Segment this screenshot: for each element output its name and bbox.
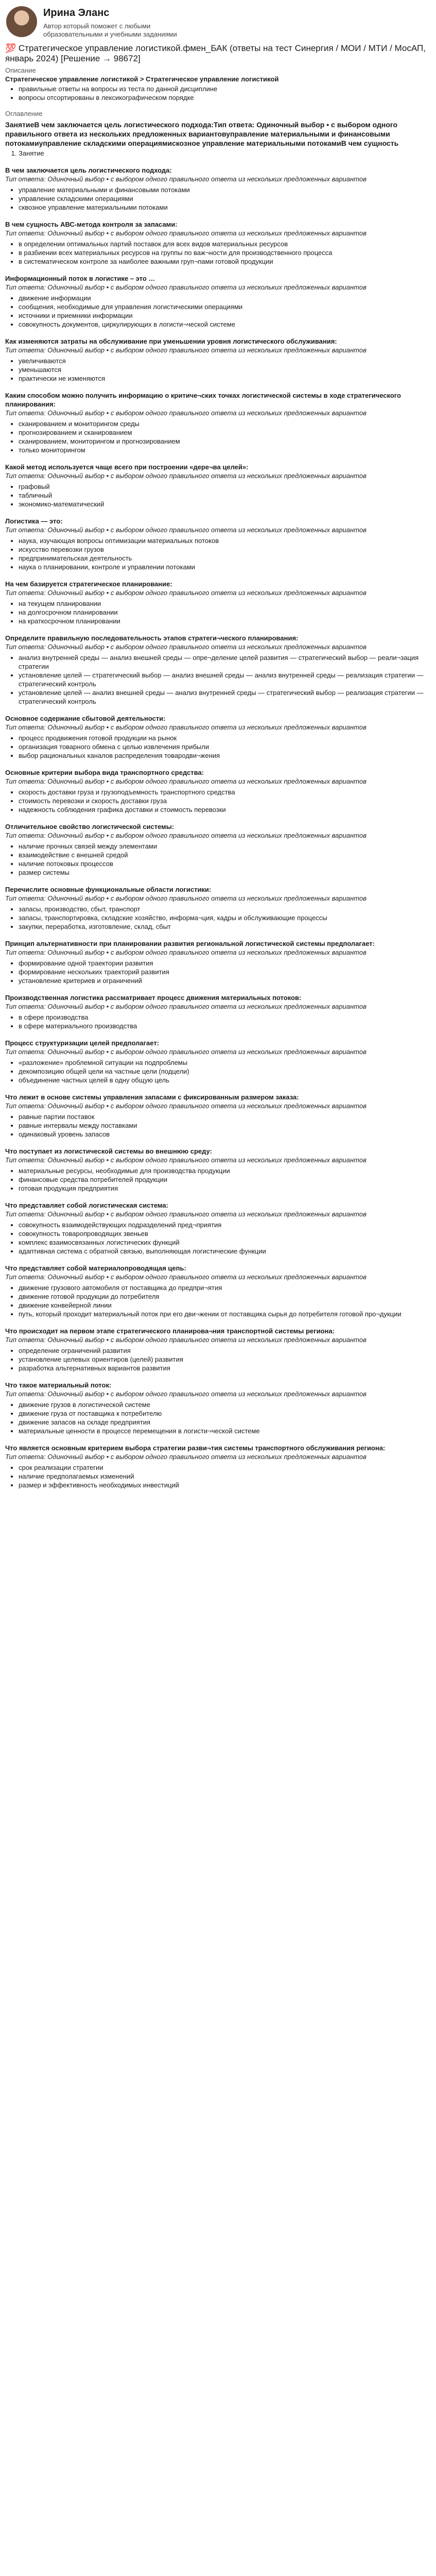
question-type: Тип ответа: Одиночный выбор • с выбором одного правильного ответа из нескольких предложенных вариантов: [5, 1048, 367, 1056]
answer-options: [5, 1346, 431, 1372]
question-block: [5, 1201, 431, 1256]
answer-option: • увеличиваются: [19, 357, 431, 365]
answer-options: [5, 1400, 431, 1435]
author-info: [43, 4, 198, 39]
answer-options: [5, 357, 431, 383]
answer-option: • одинаковый уровень запасов: [19, 1130, 431, 1139]
question-type: Тип ответа: Одиночный выбор • с выбором одного правильного ответа из нескольких предложенных вариантов: [5, 175, 367, 183]
answer-option: • в сфере производства: [19, 1013, 431, 1022]
answer-options: [5, 419, 431, 454]
answer-option: • определение ограничений развития: [19, 1346, 431, 1355]
author-card: [5, 0, 431, 40]
answer-options: [5, 599, 431, 625]
question-title: На чем базируется стратегическое планирование:: [5, 580, 172, 588]
answer-option: • размер и эффективность необходимых инвестиций: [19, 1481, 431, 1489]
answer-options: [5, 842, 431, 877]
author-description: Автор который поможет с любыми образовательными и учебными заданиями: [43, 22, 177, 38]
question-block: [5, 1264, 431, 1318]
answer-option: • движение грузового автомобиля от поставщика до предпри¬ятия: [19, 1283, 431, 1292]
answer-options: [5, 1221, 431, 1256]
question-block: [5, 580, 431, 625]
answer-option: • совокупность товаропроводящих звеньев: [19, 1229, 431, 1238]
question-title: Какой метод используется чаще всего при построении «дере¬ва целей»:: [5, 463, 249, 471]
question-title: Каким способом можно получить информацию о критиче¬ских точках логистической системы в ходе стратегического планирования:: [5, 392, 401, 408]
answer-option: • адаптивная система с обратной связью, выполняющая логистические функции: [19, 1247, 431, 1256]
answer-option: • экономико-математический: [19, 500, 431, 509]
question-block: [5, 822, 431, 877]
question-type: Тип ответа: Одиночный выбор • с выбором одного правильного ответа из нескольких предложенных вариантов: [5, 1156, 367, 1164]
question-type: Тип ответа: Одиночный выбор • с выбором одного правильного ответа из нескольких предложенных вариантов: [5, 1210, 367, 1218]
questions-list: [5, 166, 431, 1489]
answer-option: • материальные ресурсы, необходимые для производства продукции: [19, 1166, 431, 1175]
question-block: [5, 634, 431, 706]
answer-option: • запасы, производство, сбыт, транспорт: [19, 905, 431, 913]
answer-option: • наличие предполагаемых изменений: [19, 1472, 431, 1481]
question-type: Тип ответа: Одиночный выбор • с выбором одного правильного ответа из нескольких предложенных вариантов: [5, 346, 367, 354]
answer-option: • установление целей — стратегический выбор — анализ внешней среды — анализ внутренней среды — реализация стратегии — стратегический контроль: [19, 671, 431, 688]
answer-option: • равные интервалы между поставками: [19, 1121, 431, 1130]
answer-option: • сообщения, необходимые для управления логистическими операциями: [19, 302, 431, 311]
answer-option: • скорость доставки груза и грузоподъемность транспортного средства: [19, 788, 431, 796]
question-block: [5, 463, 431, 509]
question-type: Тип ответа: Одиночный выбор • с выбором одного правильного ответа из нескольких предложенных вариантов: [5, 1102, 367, 1110]
answer-option: • уменьшаются: [19, 365, 431, 374]
description-item: • правильные ответы на вопросы из теста по данной дисциплине: [19, 84, 431, 93]
question-title: Процесс структуризации целей предполагает:: [5, 1039, 160, 1047]
answer-option: • движение запасов на складе предприятия: [19, 1418, 431, 1427]
answer-option: • сквозное управление материальными потоками: [19, 203, 431, 212]
toc-list: [5, 149, 431, 158]
answer-option: • установление критериев и ограничений: [19, 976, 431, 985]
answer-option: • в систематическом контроле за наиболее важными груп¬пами готовой продукции: [19, 257, 431, 266]
answer-option: • наличие прочных связей между элементами: [19, 842, 431, 851]
answer-options: [5, 905, 431, 931]
answer-option: • только мониторингом: [19, 446, 431, 454]
answer-option: • табличный: [19, 491, 431, 500]
question-title: Что поступает из логистической системы во внешнюю среду:: [5, 1147, 212, 1155]
question-block: [5, 768, 431, 814]
author-avatar[interactable]: [6, 6, 37, 37]
toc-label: Оглавление: [5, 110, 43, 117]
answer-option: • в сфере материального производства: [19, 1022, 431, 1030]
answer-option: • наука, изучающая вопросы оптимизации материальных потоков: [19, 536, 431, 545]
question-block: [5, 517, 431, 571]
question-title: Что лежит в основе системы управления запасами с фиксированным размером заказа:: [5, 1093, 299, 1101]
question-title: Основные критерии выбора вида транспортного средства:: [5, 769, 204, 776]
question-type: Тип ответа: Одиночный выбор • с выбором одного правильного ответа из нескольких предложенных вариантов: [5, 643, 367, 651]
answer-option: • в разбиении всех материальных ресурсов на группы по важ¬ности для производственного процесса: [19, 248, 431, 257]
answer-option: • движение информации: [19, 294, 431, 302]
answer-options: [5, 788, 431, 814]
question-type: Тип ответа: Одиночный выбор • с выбором одного правильного ответа из нескольких предложенных вариантов: [5, 472, 367, 480]
question-block: [5, 391, 431, 454]
answer-option: • установление целей — анализ внешней среды — анализ внутренней среды — стратегический выбор — реализация стратегии — стратегический контроль: [19, 688, 431, 706]
answer-option: • формирование одной траектории развития: [19, 959, 431, 968]
answer-option: • сканированием, мониторингом и прогнозированием: [19, 437, 431, 446]
question-type: Тип ответа: Одиночный выбор • с выбором одного правильного ответа из нескольких предложенных вариантов: [5, 1336, 367, 1344]
answer-option: • совокупность документов, циркулирующих в логисти¬ческой системе: [19, 320, 431, 329]
question-block: [5, 939, 431, 985]
answer-option: • установление целевых ориентиров (целей) развития: [19, 1355, 431, 1364]
question-block: [5, 885, 431, 931]
answer-option: • совокупность взаимодействующих подразделений пред¬приятия: [19, 1221, 431, 1229]
question-type: Тип ответа: Одиночный выбор • с выбором одного правильного ответа из нескольких предложенных вариантов: [5, 832, 367, 839]
question-type: Тип ответа: Одиночный выбор • с выбором одного правильного ответа из нескольких предложенных вариантов: [5, 1273, 367, 1281]
question-type: Тип ответа: Одиночный выбор • с выбором одного правильного ответа из нескольких предложенных вариантов: [5, 283, 367, 291]
question-type: Тип ответа: Одиночный выбор • с выбором одного правильного ответа из нескольких предложенных вариантов: [5, 1003, 367, 1010]
author-name[interactable]: Ирина Эланс: [43, 7, 110, 19]
question-title: Перечислите основные функциональные области логистики:: [5, 886, 212, 893]
question-type: Тип ответа: Одиночный выбор • с выбором одного правильного ответа из нескольких предложенных вариантов: [5, 409, 367, 417]
answer-option: • искусство перевозки грузов: [19, 545, 431, 554]
question-block: [5, 1039, 431, 1084]
answer-options: [5, 1283, 431, 1318]
answer-option: • декомпозицию общей цели на частные цели (подцели): [19, 1067, 431, 1076]
answer-option: • процесс продвижения готовой продукции на рынок: [19, 734, 431, 742]
page-title: 💯 Стратегическое управление логистикой.фмен_БАК (ответы на тест Синергия / МОИ / МТИ / МосАП, январь 2024) [Решение → 98672]: [5, 43, 426, 63]
question-title: Производственная логистика рассматривает процесс движения материальных потоков:: [5, 994, 302, 1002]
toc-heading: ЗанятиеВ чем заключается цель логистического подхода:Тип ответа: Одиночный выбор • с выбором одного правильного ответа из нескольких предложенных вариантовуправление материальными и финансовыми потокамиуправление складскими операциямискозное управление материальными потокамиВ чем сущность: [5, 121, 399, 147]
question-block: [5, 166, 431, 212]
answer-option: • надежность соблюдения графика доставки и стоимость перевозки: [19, 805, 431, 814]
question-type: Тип ответа: Одиночный выбор • с выбором одного правильного ответа из нескольких предложенных вариантов: [5, 589, 367, 597]
answer-option: • движение готовой продукции до потребителя: [19, 1292, 431, 1301]
answer-option: • срок реализации стратегии: [19, 1463, 431, 1472]
question-type: Тип ответа: Одиночный выбор • с выбором одного правильного ответа из нескольких предложенных вариантов: [5, 948, 367, 956]
question-title: Логистика — это:: [5, 517, 63, 525]
question-block: [5, 714, 431, 760]
answer-option: • равные партии поставок: [19, 1112, 431, 1121]
description-list: [5, 84, 431, 102]
answer-option: • движение конвейерной линии: [19, 1301, 431, 1310]
question-title: Что такое материальный поток:: [5, 1381, 112, 1389]
answer-options: [5, 240, 431, 266]
answer-option: • на краткосрочном планировании: [19, 617, 431, 625]
question-type: Тип ответа: Одиночный выбор • с выбором одного правильного ответа из нескольких предложенных вариантов: [5, 526, 367, 534]
question-type: Тип ответа: Одиночный выбор • с выбором одного правильного ответа из нескольких предложенных вариантов: [5, 1390, 367, 1398]
answer-options: [5, 959, 431, 985]
answer-option: • взаимодействие с внешней средой: [19, 851, 431, 859]
answer-option: • на текущем планировании: [19, 599, 431, 608]
answer-option: • движение груза от поставщика к потребителю: [19, 1409, 431, 1418]
answer-option: • графовый: [19, 482, 431, 491]
answer-option: • материальные ценности в процессе перемещения в логисти¬ческой системе: [19, 1427, 431, 1435]
description-label: Описание: [5, 66, 36, 74]
question-block: [5, 1093, 431, 1139]
answer-option: • путь, который проходит материальный поток при его дви¬жении от поставщика сырья до потребителя готовой про¬дукции: [19, 1310, 431, 1318]
question-type: Тип ответа: Одиночный выбор • с выбором одного правильного ответа из нескольких предложенных вариантов: [5, 894, 367, 902]
answer-options: [5, 536, 431, 571]
question-block: [5, 274, 431, 329]
answer-option: • сканированием и мониторингом среды: [19, 419, 431, 428]
question-title: Определите правильную последовательность этапов стратеги¬ческого планирования:: [5, 634, 299, 642]
question-block: [5, 1381, 431, 1435]
toc-item[interactable]: 1. Занятие: [19, 149, 431, 158]
answer-option: • «разложение» проблемной ситуации на подпроблемы: [19, 1058, 431, 1067]
answer-option: • предпринимательская деятельность: [19, 554, 431, 563]
answer-option: • финансовые средства потребителей продукции: [19, 1175, 431, 1184]
question-type: Тип ответа: Одиночный выбор • с выбором одного правильного ответа из нескольких предложенных вариантов: [5, 1453, 367, 1461]
answer-options: [5, 1058, 431, 1084]
answer-option: • запасы, транспортировка, складские хозяйство, информа¬ция, кадры и обслуживающие процессы: [19, 913, 431, 922]
answer-option: • формирование нескольких траекторий развития: [19, 968, 431, 976]
question-block: [5, 1327, 431, 1372]
answer-option: • закупки, переработка, изготовление, склад, сбыт: [19, 922, 431, 931]
answer-options: [5, 1112, 431, 1139]
description-heading: Стратегическое управление логистикой > Стратегическое управление логистикой: [5, 75, 279, 83]
answer-option: • источники и приемники информации: [19, 311, 431, 320]
answer-option: • управление складскими операциями: [19, 194, 431, 203]
question-title: Что является основным критерием выбора стратегии разви¬тия системы транспортного обслуживания региона:: [5, 1444, 386, 1452]
answer-option: • наука о планировании, контроле и управлении потоками: [19, 563, 431, 571]
answer-options: [5, 653, 431, 706]
question-block: [5, 337, 431, 383]
question-title: Принцип альтернативности при планировании развития региональной логистической системы предполагает:: [5, 940, 375, 947]
answer-option: • управление материальными и финансовыми потоками: [19, 185, 431, 194]
answer-option: • движение грузов в логистической системе: [19, 1400, 431, 1409]
question-title: Что представляет собой логистическая система:: [5, 1201, 168, 1209]
answer-option: • разработка альтернативных вариантов развития: [19, 1364, 431, 1372]
answer-option: • на долгосрочном планировании: [19, 608, 431, 617]
answer-options: [5, 1463, 431, 1489]
question-title: Информационный поток в логистике – это …: [5, 275, 155, 282]
answer-option: • комплекс взаимосвязанных логистических функций: [19, 1238, 431, 1247]
answer-options: [5, 294, 431, 329]
question-title: Что представляет собой материалопроводящая цепь:: [5, 1264, 186, 1272]
answer-option: • готовая продукция предприятия: [19, 1184, 431, 1193]
question-title: Что происходит на первом этапе стратегического планирова¬ния транспортной системы региона:: [5, 1327, 335, 1335]
answer-options: [5, 185, 431, 212]
question-block: [5, 993, 431, 1030]
answer-option: • размер системы: [19, 868, 431, 877]
answer-options: [5, 734, 431, 760]
question-block: [5, 1444, 431, 1489]
answer-option: • наличие потоковых процессов: [19, 859, 431, 868]
answer-option: • объединение частных целей в одну общую цель: [19, 1076, 431, 1084]
question-block: [5, 220, 431, 266]
answer-options: [5, 1166, 431, 1193]
answer-option: • организация товарного обмена с целью извлечения прибыли: [19, 742, 431, 751]
answer-option: • анализ внутренней среды — анализ внешней среды — опре¬деление целей развития — стратегический выбор — реали¬зация стратегии: [19, 653, 431, 671]
question-title: В чем заключается цель логистического подхода:: [5, 166, 172, 174]
question-title: Основное содержание сбытовой деятельности:: [5, 715, 166, 722]
answer-option: • стоимость перевозки и скорость доставки груза: [19, 796, 431, 805]
question-type: Тип ответа: Одиночный выбор • с выбором одного правильного ответа из нескольких предложенных вариантов: [5, 229, 367, 237]
description-item: • вопросы отсортированы в лексикографическом порядке: [19, 93, 431, 102]
question-title: Как изменяются затраты на обслуживание при уменьшении уровня логистического обслуживания:: [5, 337, 337, 345]
answer-option: • в определении оптимальных партий поставок для всех видов материальных ресурсов: [19, 240, 431, 248]
question-block: [5, 1147, 431, 1193]
question-type: Тип ответа: Одиночный выбор • с выбором одного правильного ответа из нескольких предложенных вариантов: [5, 777, 367, 785]
answer-options: [5, 482, 431, 509]
question-title: Отличительное свойство логистической системы:: [5, 823, 175, 831]
answer-option: • прогнозированием и сканированием: [19, 428, 431, 437]
answer-options: [5, 1013, 431, 1030]
question-type: Тип ответа: Одиночный выбор • с выбором одного правильного ответа из нескольких предложенных вариантов: [5, 723, 367, 731]
answer-option: • выбор рациональных каналов распределения товародви¬жения: [19, 751, 431, 760]
answer-option: • практически не изменяются: [19, 374, 431, 383]
question-title: В чем сущность АВС-метода контроля за запасами:: [5, 221, 178, 228]
